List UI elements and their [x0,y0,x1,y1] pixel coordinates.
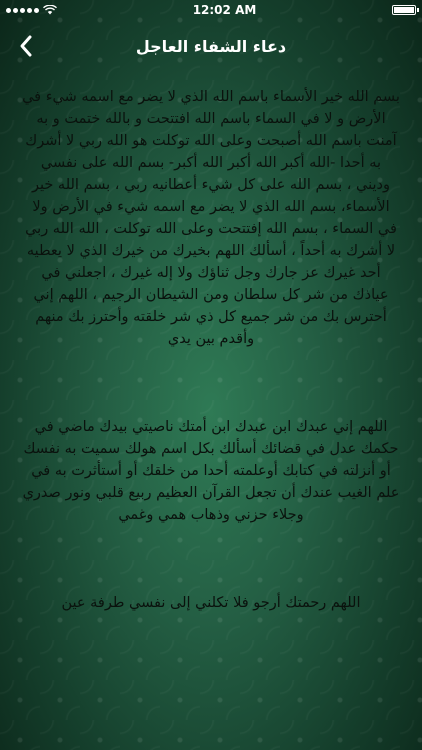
prayer-paragraph-3: اللهم رحمتك أرجو فلا تكلني إلى نفسي طرفة عين [61,595,361,611]
wifi-icon [43,5,57,15]
navigation-bar [0,20,422,72]
battery-icon [392,5,416,15]
page-title: دعاء الشفاء العاجل [135,36,287,56]
back-button[interactable] [6,26,46,66]
status-bar [0,0,422,20]
status-time: 12:02 AM [192,3,257,17]
signal-area [6,5,57,15]
chevron-left-icon [19,34,33,58]
prayer-text-content [22,86,400,614]
prayer-paragraph-2: اللهم إني عبدك ابن عبدك ابن أمتك ناصيتي بيدك ماضي في حكمك عدل في قضائك أسألك بكل اسم هولك سميت به نفسك أو أنزلته في كتابك أوعلمته أحدا من خلقك أو أستأثرت به في علم الغيب عندك أن تجعل القرآن العظيم ربيع قلبي ونور صدري وجلاء حزني وذهاب همي وغمي [22,419,400,523]
prayer-paragraph-1: بسم الله خير الأسماء باسم الله الذي لا يضر مع اسمه شيء في الأرض و لا في السماء باسم الله افتتحت و بالله ختمت و به آمنت باسم الله أصبحت وعلى الله توكلت هو الله ربي لا أشرك به أحدا -الله أكبر الله أكبر الله أكبر- بسم الله على نفسي وديني ، بسم الله على كل شيء أعطانيه ربي ، بسم الله خير الأسماء، بسم الله الذي لا يضر مع اسمه شيء في الأرض ولا في السماء ، بسم الله إفتتحت وعلى الله توكلت ، الله الله ربي لا أشرك به أحداً ، أسألك اللهم بخيرك من خيرك الذي لا يعطيه أحد غيرك عز جارك وجل ثناؤك ولا إله غيرك ، اجعلني في عياذك من شر كل سلطان ومن الشيطان الرجيم ، اللهم إني أحترس بك من شر جميع كل ذي شر خلقته وأحترز بك منهم وأقدم بين يدي [22,89,400,347]
signal-strength-icon [6,8,39,13]
